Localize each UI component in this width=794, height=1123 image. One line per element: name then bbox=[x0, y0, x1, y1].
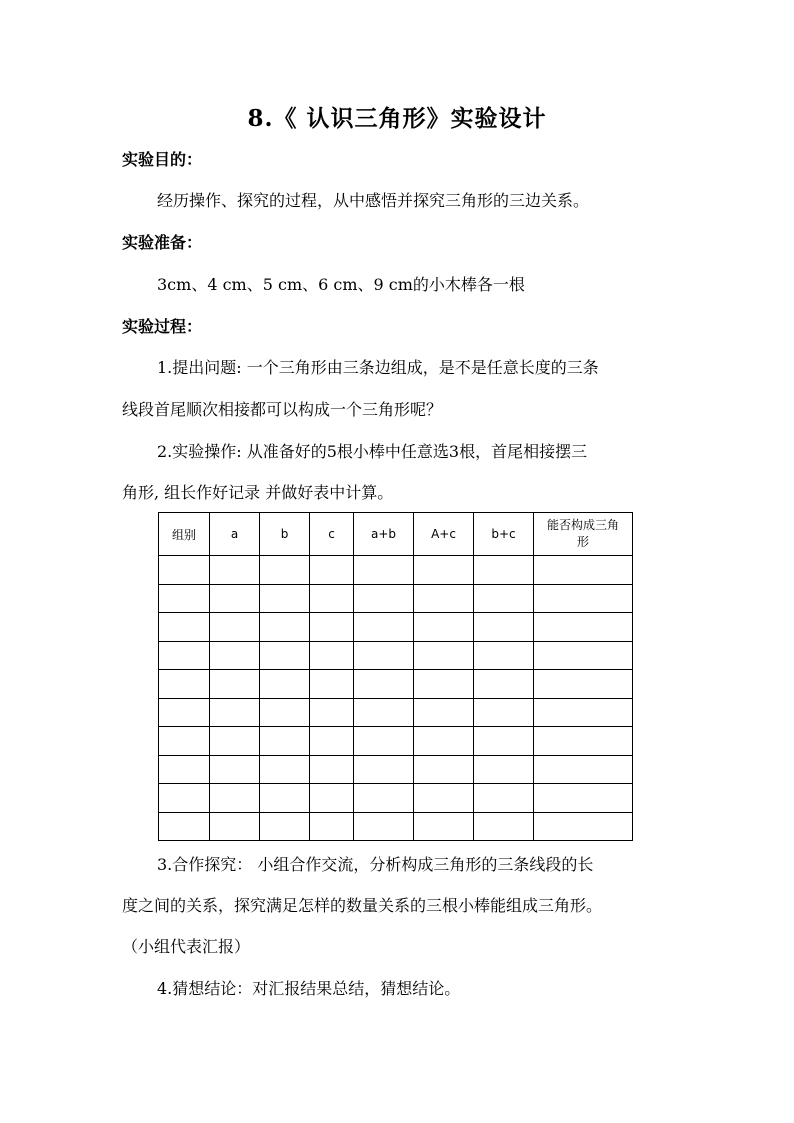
header-a: a bbox=[210, 513, 260, 556]
table-row bbox=[159, 698, 633, 727]
table-cell bbox=[354, 812, 414, 841]
table-cell bbox=[260, 641, 310, 670]
table-cell bbox=[474, 584, 534, 613]
step2-line1: 2.实验操作: 从准备好的5根小棒中任意选3根，首尾相接摆三 bbox=[157, 442, 588, 461]
table-cell bbox=[474, 556, 534, 585]
table-cell bbox=[354, 641, 414, 670]
table-cell bbox=[260, 755, 310, 784]
step3-line1: 3.合作探究： 小组合作交流，分析构成三角形的三条线段的长 bbox=[157, 855, 594, 874]
table-cell bbox=[354, 784, 414, 813]
table-cell bbox=[260, 584, 310, 613]
header-can-form-line1: 能否构成三角 bbox=[546, 518, 619, 532]
record-table bbox=[158, 512, 633, 841]
table-cell bbox=[159, 584, 210, 613]
header-group: 组别 bbox=[159, 513, 210, 556]
prep-heading: 实验准备： bbox=[122, 233, 203, 252]
table-cell bbox=[414, 784, 474, 813]
table-row bbox=[159, 727, 633, 756]
table-cell bbox=[210, 727, 260, 756]
header-can-form-line2: 形 bbox=[576, 535, 589, 549]
table-cell bbox=[260, 812, 310, 841]
table-cell bbox=[159, 755, 210, 784]
table-cell bbox=[210, 698, 260, 727]
table-cell bbox=[414, 584, 474, 613]
table-cell bbox=[474, 698, 534, 727]
table-cell bbox=[474, 812, 534, 841]
header-can-form-triangle bbox=[534, 513, 633, 556]
table-row bbox=[159, 812, 633, 841]
table-body bbox=[159, 556, 633, 841]
table-cell bbox=[159, 613, 210, 642]
table-row bbox=[159, 613, 633, 642]
table-cell bbox=[534, 584, 633, 613]
table-cell bbox=[210, 755, 260, 784]
table-cell bbox=[534, 698, 633, 727]
table-row bbox=[159, 784, 633, 813]
table-cell bbox=[310, 641, 354, 670]
table-cell bbox=[474, 727, 534, 756]
table-cell bbox=[310, 727, 354, 756]
step1-line1: 1.提出问题: 一个三角形由三条边组成，是不是任意长度的三条 bbox=[157, 358, 599, 377]
table-cell bbox=[474, 641, 534, 670]
table-cell bbox=[310, 613, 354, 642]
step1-line2: 线段首尾顺次相接都可以构成一个三角形呢？ bbox=[122, 400, 443, 419]
step4-text: 4.猜想结论：对汇报结果总结，猜想结论。 bbox=[157, 979, 461, 998]
table-cell bbox=[210, 784, 260, 813]
table-cell bbox=[260, 784, 310, 813]
table-cell bbox=[474, 670, 534, 699]
table-cell bbox=[414, 670, 474, 699]
table-cell bbox=[534, 755, 633, 784]
table-cell bbox=[159, 641, 210, 670]
table-cell bbox=[310, 812, 354, 841]
table-cell bbox=[414, 812, 474, 841]
table-cell bbox=[534, 727, 633, 756]
table-row bbox=[159, 556, 633, 585]
table-cell bbox=[210, 812, 260, 841]
table-header-row bbox=[159, 513, 633, 556]
table-cell bbox=[159, 727, 210, 756]
header-b-plus-c: b+c bbox=[474, 513, 534, 556]
table-cell bbox=[210, 641, 260, 670]
prep-text: 3cm、4 cm、5 cm、6 cm、9 cm的小木棒各一根 bbox=[157, 275, 525, 294]
purpose-text: 经历操作、探究的过程，从中感悟并探究三角形的三边关系。 bbox=[157, 191, 590, 210]
table-cell bbox=[260, 613, 310, 642]
table-cell bbox=[159, 784, 210, 813]
table-cell bbox=[159, 812, 210, 841]
table-cell bbox=[534, 784, 633, 813]
table-cell bbox=[260, 727, 310, 756]
table-row bbox=[159, 670, 633, 699]
step3-line3: （小组代表汇报） bbox=[122, 937, 251, 956]
table-cell bbox=[474, 755, 534, 784]
table-cell bbox=[474, 613, 534, 642]
page-title: 8.《 认识三角形》实验设计 bbox=[247, 105, 547, 132]
table-cell bbox=[414, 556, 474, 585]
table-cell bbox=[354, 698, 414, 727]
step3-line2: 度之间的关系，探究满足怎样的数量关系的三根小棒能组成三角形。 bbox=[122, 896, 603, 915]
header-b: b bbox=[260, 513, 310, 556]
table-cell bbox=[354, 755, 414, 784]
table-cell bbox=[159, 556, 210, 585]
purpose-heading: 实验目的： bbox=[122, 150, 203, 169]
table-cell bbox=[260, 670, 310, 699]
table-row bbox=[159, 584, 633, 613]
table-cell bbox=[310, 755, 354, 784]
table-cell bbox=[534, 812, 633, 841]
header-a-plus-c: A+c bbox=[414, 513, 474, 556]
table-cell bbox=[210, 584, 260, 613]
table-cell bbox=[354, 670, 414, 699]
table-cell bbox=[260, 698, 310, 727]
table-cell bbox=[354, 727, 414, 756]
table-cell bbox=[210, 670, 260, 699]
table-cell bbox=[354, 556, 414, 585]
table-cell bbox=[414, 641, 474, 670]
table-row bbox=[159, 755, 633, 784]
table-cell bbox=[310, 698, 354, 727]
table-cell bbox=[310, 670, 354, 699]
table-cell bbox=[534, 641, 633, 670]
table-cell bbox=[534, 613, 633, 642]
table-cell bbox=[354, 584, 414, 613]
header-c: c bbox=[310, 513, 354, 556]
table-cell bbox=[534, 556, 633, 585]
table-cell bbox=[310, 584, 354, 613]
table-cell bbox=[210, 556, 260, 585]
table-cell bbox=[310, 784, 354, 813]
table-row bbox=[159, 641, 633, 670]
table-cell bbox=[474, 784, 534, 813]
table-cell bbox=[414, 613, 474, 642]
step2-line2: 角形, 组长作好记录 并做好表中计算。 bbox=[122, 483, 394, 502]
table-cell bbox=[159, 670, 210, 699]
table-cell bbox=[354, 613, 414, 642]
table-cell bbox=[414, 727, 474, 756]
table-cell bbox=[534, 670, 633, 699]
process-heading: 实验过程： bbox=[122, 317, 203, 336]
header-a-plus-b: a+b bbox=[354, 513, 414, 556]
table-cell bbox=[210, 613, 260, 642]
table-cell bbox=[159, 698, 210, 727]
table-cell bbox=[310, 556, 354, 585]
table-cell bbox=[260, 556, 310, 585]
table-cell bbox=[414, 755, 474, 784]
table-cell bbox=[414, 698, 474, 727]
